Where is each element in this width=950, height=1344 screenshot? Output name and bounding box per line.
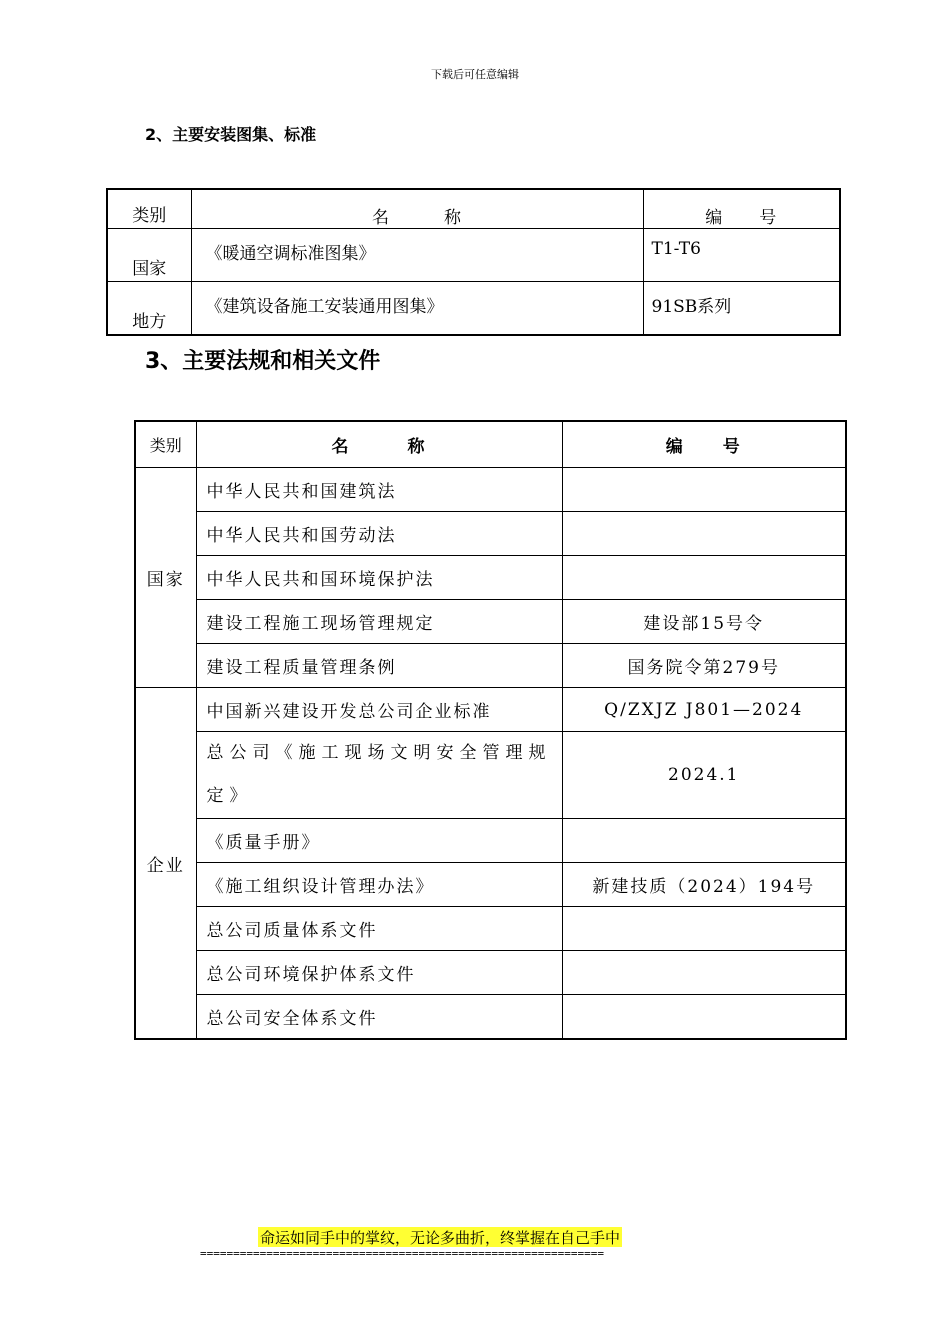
table-row: [135, 863, 846, 907]
row-code: [562, 819, 846, 863]
row-code: [562, 907, 846, 951]
row-code: [562, 468, 846, 512]
header-code: 编 号: [562, 421, 846, 468]
row-name: 中华人民共和国劳动法: [196, 512, 562, 556]
row-code: [562, 995, 846, 1040]
table-row: [107, 282, 840, 336]
row-name: 中华人民共和国建筑法: [196, 468, 562, 512]
table-row: [135, 644, 846, 688]
row-name: 建设工程质量管理条例: [196, 644, 562, 688]
row-name: 总公司安全体系文件: [196, 995, 562, 1040]
row-name: 《质量手册》: [196, 819, 562, 863]
category-national: 国家: [135, 468, 196, 688]
row-code: 国务院令第279号: [562, 644, 846, 688]
section2-title: 2、主要安装图集、标准: [145, 125, 317, 144]
row-code: Q/ZXJZ J801—2024: [562, 688, 846, 732]
header-name: 名 称: [191, 189, 643, 229]
row-name: 《施工组织设计管理办法》: [196, 863, 562, 907]
category-enterprise: 企业: [135, 688, 196, 1040]
header-code: 编 号: [643, 189, 840, 229]
row-name: 总公司环境保护体系文件: [196, 951, 562, 995]
table-header-row: [107, 189, 840, 229]
row-name: 中国新兴建设开发总公司企业标准: [196, 688, 562, 732]
row-category: 国家: [107, 229, 191, 282]
row-name: 中华人民共和国环境保护法: [196, 556, 562, 600]
section3-title: 3、主要法规和相关文件: [145, 349, 381, 374]
table-row: [135, 688, 846, 732]
header-note: 下载后可任意编辑: [431, 68, 519, 81]
table-row: [107, 229, 840, 282]
row-code: [562, 556, 846, 600]
table-row: [135, 556, 846, 600]
row-code: [562, 951, 846, 995]
table-row: [135, 600, 846, 644]
table-row: [135, 907, 846, 951]
row-code: [562, 512, 846, 556]
row-code: 91SB系列: [643, 282, 840, 336]
header-category: 类别: [135, 421, 196, 468]
table-row: [135, 732, 846, 819]
row-code: 建设部15号令: [562, 600, 846, 644]
row-name: 《暖通空调标准图集》: [191, 229, 643, 282]
row-code: 2024.1: [562, 732, 846, 819]
row-name: 《建筑设备施工安装通用图集》: [191, 282, 643, 336]
row-code: T1-T6: [643, 229, 840, 282]
table-row: [135, 995, 846, 1040]
header-name: 名 称: [196, 421, 562, 468]
table-header-row: [135, 421, 846, 468]
table-row: [135, 468, 846, 512]
regulations-table: [134, 420, 847, 1040]
row-name: 总公司《施工现场文明安全管理规定》: [196, 732, 562, 819]
footer-motto: 命运如同手中的掌纹，无论多曲折，终掌握在自己手中: [260, 1229, 621, 1247]
table-row: [135, 951, 846, 995]
row-name: 建设工程施工现场管理规定: [196, 600, 562, 644]
table-row: [135, 819, 846, 863]
header-category: 类别: [107, 189, 191, 229]
footer-divider: =============================================================: [200, 1247, 604, 1260]
table-row: [135, 512, 846, 556]
installation-standards-table: [106, 188, 841, 336]
row-code: 新建技质（2024）194号: [562, 863, 846, 907]
row-name: 总公司质量体系文件: [196, 907, 562, 951]
row-category: 地方: [107, 282, 191, 336]
